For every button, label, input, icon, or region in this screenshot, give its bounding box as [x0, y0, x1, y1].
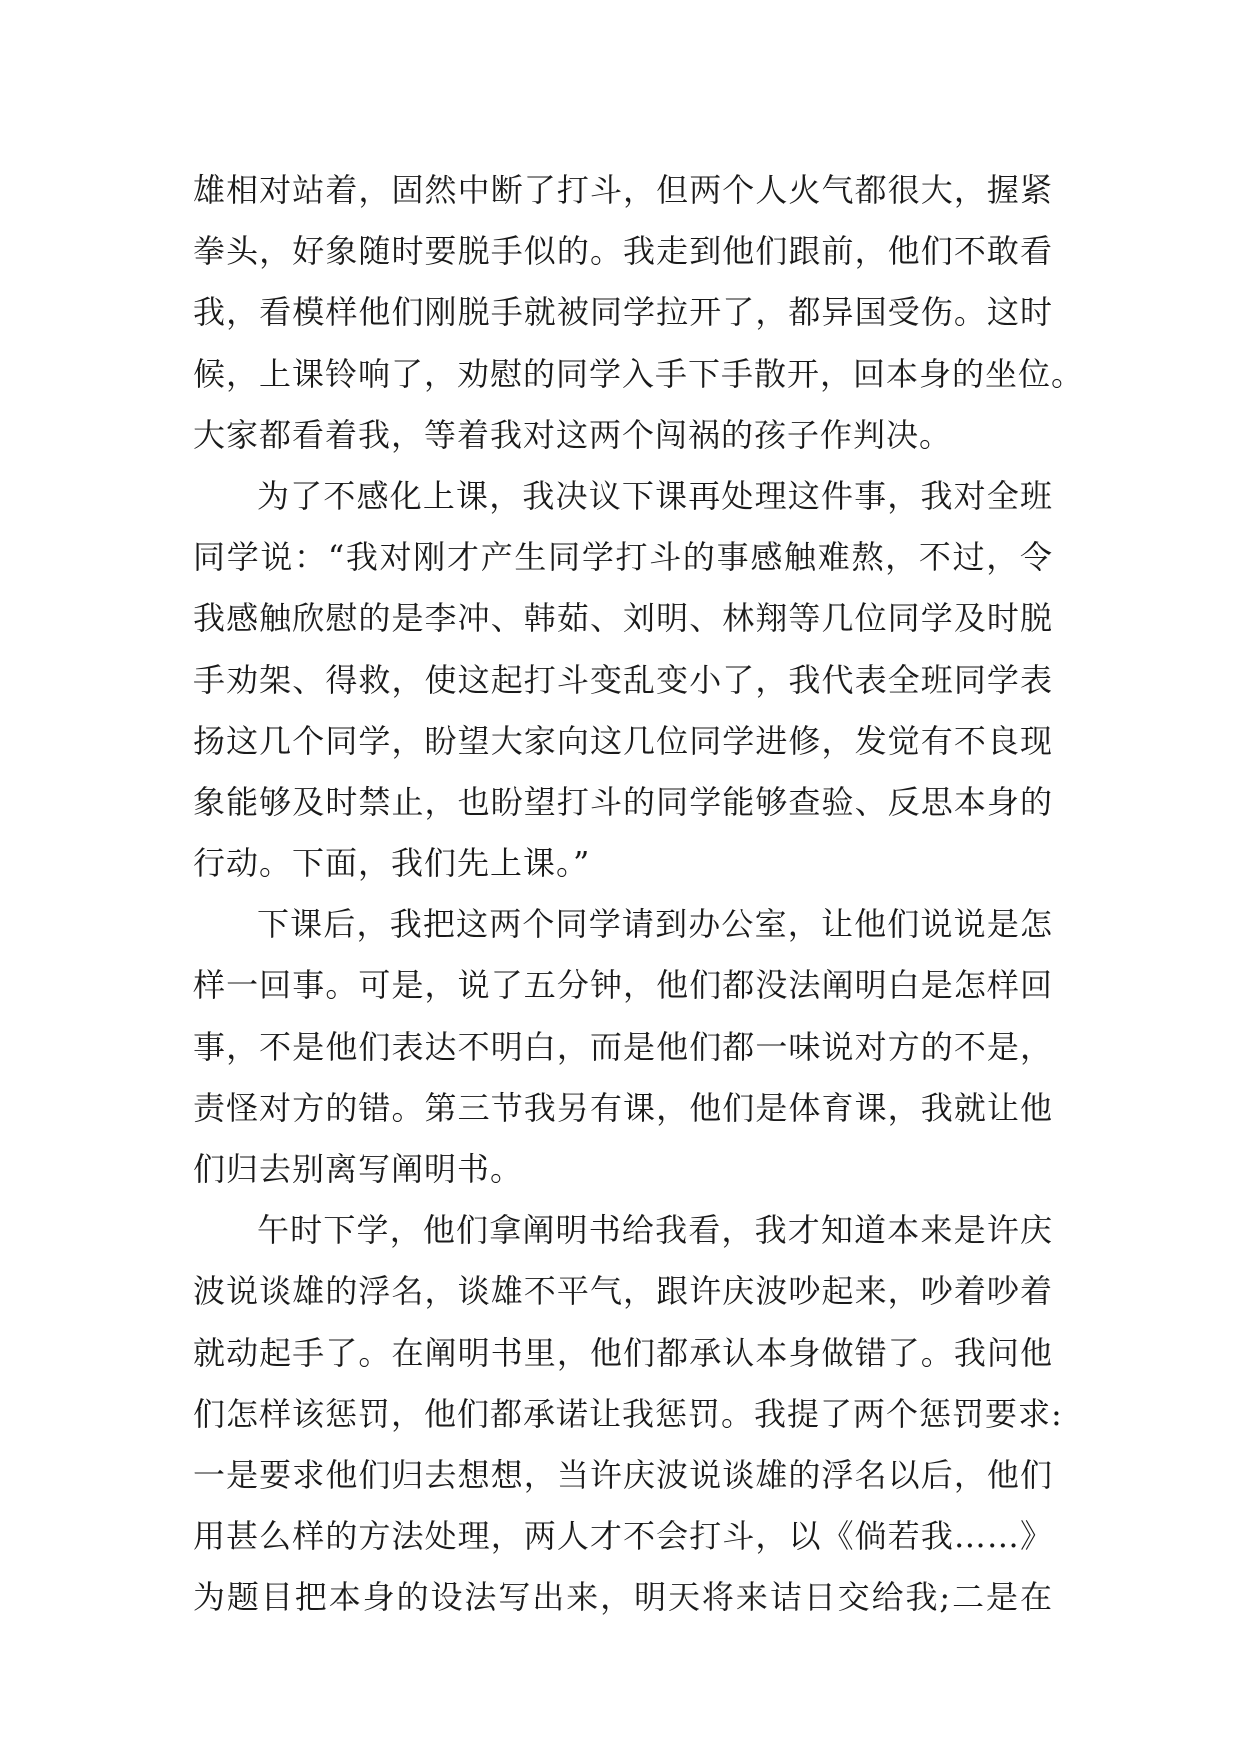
text-line: 候，上课铃响了，劝慰的同学入手下手散开，回本身的坐位。	[193, 354, 1085, 393]
text-line: 用甚么样的方法处理，两人才不会打斗，以《倘若我……》	[193, 1517, 1053, 1556]
text-line: 拳头，好象随时要脱手似的。我走到他们跟前，他们不敢看	[193, 232, 1053, 271]
paragraph	[193, 1200, 1063, 1628]
text-line: 就动起手了。在阐明书里，他们都承认本身做错了。我问他	[193, 1333, 1053, 1372]
text-line: 行动。下面，我们先上课。”	[193, 844, 591, 883]
text-line: 为了不感化上课，我决议下课再处理这件事，我对全班	[257, 476, 1053, 515]
text-line: 扬这几个同学，盼望大家向这几位同学进修，发觉有不良现	[193, 721, 1053, 760]
text-line: 下课后，我把这两个同学请到办公室，让他们说说是怎	[257, 905, 1053, 944]
text-line: 手劝架、得救，使这起打斗变乱变小了，我代表全班同学表	[193, 660, 1053, 699]
document-page	[193, 160, 1085, 1629]
text-line: 事，不是他们表达不明白，而是他们都一味说对方的不是，	[193, 1027, 1053, 1066]
text-line: 样一回事。可是，说了五分钟，他们都没法阐明白是怎样回	[193, 966, 1053, 1005]
text-line: 为题目把本身的设法写出来，明天将来诘日交给我;二是在	[193, 1578, 1053, 1617]
text-line: 雄相对站着，固然中断了打斗，但两个人火气都很大，握紧	[193, 171, 1053, 209]
text-line: 我，看模样他们刚脱手就被同学拉开了，都异国受伤。这时	[193, 293, 1053, 332]
text-line: 同学说：“我对刚才产生同学打斗的事感触难熬，不过，令	[193, 538, 1053, 577]
text-line: 一是要求他们归去想想，当许庆波说谈雄的浮名以后，他们	[193, 1455, 1053, 1494]
text-line: 象能够及时禁止，也盼望打斗的同学能够查验、反思本身的	[193, 782, 1053, 821]
paragraph	[193, 160, 1085, 466]
paragraph	[193, 466, 1053, 894]
text-line: 责怪对方的错。第三节我另有课，他们是体育课，我就让他	[193, 1088, 1053, 1127]
text-line: 波说谈雄的浮名，谈雄不平气，跟许庆波吵起来，吵着吵着	[193, 1272, 1053, 1311]
text-line: 们归去别离写阐明书。	[193, 1150, 524, 1188]
text-line: 大家都看着我，等着我对这两个闯祸的孩子作判决。	[193, 415, 953, 454]
text-line: 午时下学，他们拿阐明书给我看，我才知道本来是许庆	[257, 1211, 1053, 1250]
paragraph	[193, 894, 1053, 1200]
text-line: 们怎样该惩罚，他们都承诺让我惩罚。我提了两个惩罚要求:	[193, 1394, 1063, 1433]
text-line: 我感触欣慰的是李冲、韩茹、刘明、林翔等几位同学及时脱	[193, 599, 1053, 638]
